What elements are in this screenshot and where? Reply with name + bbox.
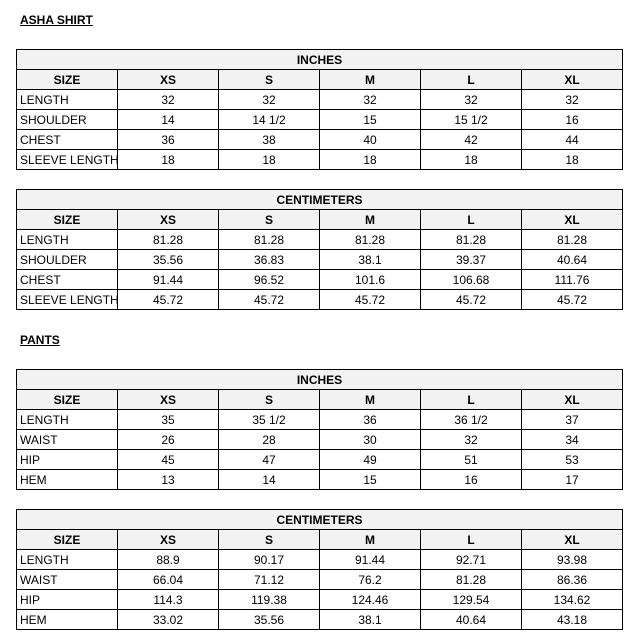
table-cell: 32 bbox=[118, 90, 219, 110]
header-row bbox=[17, 390, 623, 410]
table-cell: 47 bbox=[219, 450, 320, 470]
table-cell: 49 bbox=[320, 450, 421, 470]
row-label: HIP bbox=[17, 590, 118, 610]
row-label: CHEST bbox=[17, 130, 118, 150]
table-cell: 45 bbox=[118, 450, 219, 470]
table-cell: 40.64 bbox=[421, 610, 522, 630]
table-cell: 32 bbox=[421, 90, 522, 110]
table-cell: 18 bbox=[320, 150, 421, 170]
unit-label: INCHES bbox=[17, 50, 623, 70]
table-cell: 86.36 bbox=[522, 570, 623, 590]
header-cell: XS bbox=[118, 210, 219, 230]
table-cell: 45.72 bbox=[320, 290, 421, 310]
header-cell: XS bbox=[118, 530, 219, 550]
unit-row bbox=[17, 510, 623, 530]
table-cell: 45.72 bbox=[219, 290, 320, 310]
unit-row bbox=[17, 190, 623, 210]
row-label: LENGTH bbox=[17, 550, 118, 570]
header-row bbox=[17, 210, 623, 230]
table-cell: 91.44 bbox=[320, 550, 421, 570]
section-title-asha-shirt: ASHA SHIRT bbox=[20, 13, 93, 27]
header-cell: SIZE bbox=[17, 70, 118, 90]
table-row bbox=[17, 470, 623, 490]
table-cell: 106.68 bbox=[421, 270, 522, 290]
table-cell: 18 bbox=[421, 150, 522, 170]
unit-label: CENTIMETERS bbox=[17, 190, 623, 210]
table-cell: 32 bbox=[522, 90, 623, 110]
header-cell: S bbox=[219, 70, 320, 90]
table-cell: 14 bbox=[219, 470, 320, 490]
table-row bbox=[17, 590, 623, 610]
row-label: SLEEVE LENGTH bbox=[17, 290, 118, 310]
row-label: HEM bbox=[17, 610, 118, 630]
header-cell: XL bbox=[522, 530, 623, 550]
table-cell: 90.17 bbox=[219, 550, 320, 570]
row-label: HEM bbox=[17, 470, 118, 490]
table-row bbox=[17, 550, 623, 570]
table-cell: 129.54 bbox=[421, 590, 522, 610]
table-cell: 38.1 bbox=[320, 250, 421, 270]
table-cell: 81.28 bbox=[421, 230, 522, 250]
table-cell: 124.46 bbox=[320, 590, 421, 610]
header-cell: M bbox=[320, 70, 421, 90]
table-cell: 28 bbox=[219, 430, 320, 450]
table-cell: 14 bbox=[118, 110, 219, 130]
table-row bbox=[17, 570, 623, 590]
table-cell: 36 bbox=[320, 410, 421, 430]
header-row bbox=[17, 530, 623, 550]
table-cell: 66.04 bbox=[118, 570, 219, 590]
row-label: LENGTH bbox=[17, 230, 118, 250]
pants-inches-table bbox=[16, 369, 623, 490]
table-cell: 45.72 bbox=[118, 290, 219, 310]
unit-row bbox=[17, 50, 623, 70]
table-row bbox=[17, 130, 623, 150]
table-cell: 35 bbox=[118, 410, 219, 430]
table-cell: 33.02 bbox=[118, 610, 219, 630]
header-cell: M bbox=[320, 530, 421, 550]
table-cell: 39.37 bbox=[421, 250, 522, 270]
row-label: SHOULDER bbox=[17, 110, 118, 130]
table-cell: 16 bbox=[522, 110, 623, 130]
table-cell: 134.62 bbox=[522, 590, 623, 610]
table-cell: 43.18 bbox=[522, 610, 623, 630]
header-cell: L bbox=[421, 390, 522, 410]
pants-centimeters-table bbox=[16, 509, 623, 630]
shirt-centimeters-table bbox=[16, 189, 623, 310]
table-cell: 38.1 bbox=[320, 610, 421, 630]
table-cell: 81.28 bbox=[219, 230, 320, 250]
table-cell: 36.83 bbox=[219, 250, 320, 270]
table-cell: 111.76 bbox=[522, 270, 623, 290]
table-cell: 76.2 bbox=[320, 570, 421, 590]
header-cell: L bbox=[421, 530, 522, 550]
table-cell: 13 bbox=[118, 470, 219, 490]
table-cell: 15 bbox=[320, 470, 421, 490]
table-cell: 44 bbox=[522, 130, 623, 150]
header-cell: S bbox=[219, 530, 320, 550]
header-cell: M bbox=[320, 390, 421, 410]
row-label: HIP bbox=[17, 450, 118, 470]
table-cell: 36 bbox=[118, 130, 219, 150]
table-cell: 14 1/2 bbox=[219, 110, 320, 130]
header-cell: XL bbox=[522, 210, 623, 230]
header-cell: M bbox=[320, 210, 421, 230]
table-cell: 119.38 bbox=[219, 590, 320, 610]
table-row bbox=[17, 90, 623, 110]
table-cell: 96.52 bbox=[219, 270, 320, 290]
unit-label: INCHES bbox=[17, 370, 623, 390]
table-row bbox=[17, 250, 623, 270]
row-label: LENGTH bbox=[17, 410, 118, 430]
header-cell: XL bbox=[522, 390, 623, 410]
row-label: WAIST bbox=[17, 430, 118, 450]
table-cell: 53 bbox=[522, 450, 623, 470]
table-cell: 40 bbox=[320, 130, 421, 150]
header-cell: SIZE bbox=[17, 390, 118, 410]
header-cell: SIZE bbox=[17, 530, 118, 550]
table-cell: 26 bbox=[118, 430, 219, 450]
header-cell: XL bbox=[522, 70, 623, 90]
table-cell: 15 bbox=[320, 110, 421, 130]
table-cell: 114.3 bbox=[118, 590, 219, 610]
header-cell: XS bbox=[118, 390, 219, 410]
table-cell: 32 bbox=[219, 90, 320, 110]
shirt-inches-table bbox=[16, 49, 623, 170]
table-cell: 93.98 bbox=[522, 550, 623, 570]
header-cell: L bbox=[421, 210, 522, 230]
header-cell: S bbox=[219, 210, 320, 230]
table-cell: 42 bbox=[421, 130, 522, 150]
table-cell: 92.71 bbox=[421, 550, 522, 570]
row-label: CHEST bbox=[17, 270, 118, 290]
table-row bbox=[17, 270, 623, 290]
table-row bbox=[17, 110, 623, 130]
row-label: LENGTH bbox=[17, 90, 118, 110]
table-cell: 35 1/2 bbox=[219, 410, 320, 430]
table-cell: 101.6 bbox=[320, 270, 421, 290]
table-cell: 18 bbox=[522, 150, 623, 170]
table-cell: 15 1/2 bbox=[421, 110, 522, 130]
header-row bbox=[17, 70, 623, 90]
table-cell: 17 bbox=[522, 470, 623, 490]
table-row bbox=[17, 230, 623, 250]
section-title-pants: PANTS bbox=[20, 333, 60, 347]
table-cell: 45.72 bbox=[522, 290, 623, 310]
table-cell: 40.64 bbox=[522, 250, 623, 270]
row-label: SHOULDER bbox=[17, 250, 118, 270]
table-cell: 88.9 bbox=[118, 550, 219, 570]
table-cell: 81.28 bbox=[421, 570, 522, 590]
table-row bbox=[17, 450, 623, 470]
table-cell: 38 bbox=[219, 130, 320, 150]
table-cell: 18 bbox=[219, 150, 320, 170]
table-cell: 34 bbox=[522, 430, 623, 450]
table-cell: 16 bbox=[421, 470, 522, 490]
table-cell: 81.28 bbox=[522, 230, 623, 250]
table-row bbox=[17, 150, 623, 170]
table-row bbox=[17, 430, 623, 450]
table-cell: 32 bbox=[320, 90, 421, 110]
table-cell: 71.12 bbox=[219, 570, 320, 590]
table-cell: 35.56 bbox=[219, 610, 320, 630]
table-cell: 81.28 bbox=[320, 230, 421, 250]
header-cell: L bbox=[421, 70, 522, 90]
row-label: SLEEVE LENGTH bbox=[17, 150, 118, 170]
unit-label: CENTIMETERS bbox=[17, 510, 623, 530]
row-label: WAIST bbox=[17, 570, 118, 590]
unit-row bbox=[17, 370, 623, 390]
table-cell: 36 1/2 bbox=[421, 410, 522, 430]
table-cell: 30 bbox=[320, 430, 421, 450]
header-cell: SIZE bbox=[17, 210, 118, 230]
table-cell: 32 bbox=[421, 430, 522, 450]
table-cell: 37 bbox=[522, 410, 623, 430]
header-cell: XS bbox=[118, 70, 219, 90]
table-cell: 91.44 bbox=[118, 270, 219, 290]
table-row bbox=[17, 610, 623, 630]
table-cell: 18 bbox=[118, 150, 219, 170]
table-row bbox=[17, 410, 623, 430]
table-row bbox=[17, 290, 623, 310]
header-cell: S bbox=[219, 390, 320, 410]
table-cell: 35.56 bbox=[118, 250, 219, 270]
table-cell: 81.28 bbox=[118, 230, 219, 250]
table-cell: 45.72 bbox=[421, 290, 522, 310]
table-cell: 51 bbox=[421, 450, 522, 470]
